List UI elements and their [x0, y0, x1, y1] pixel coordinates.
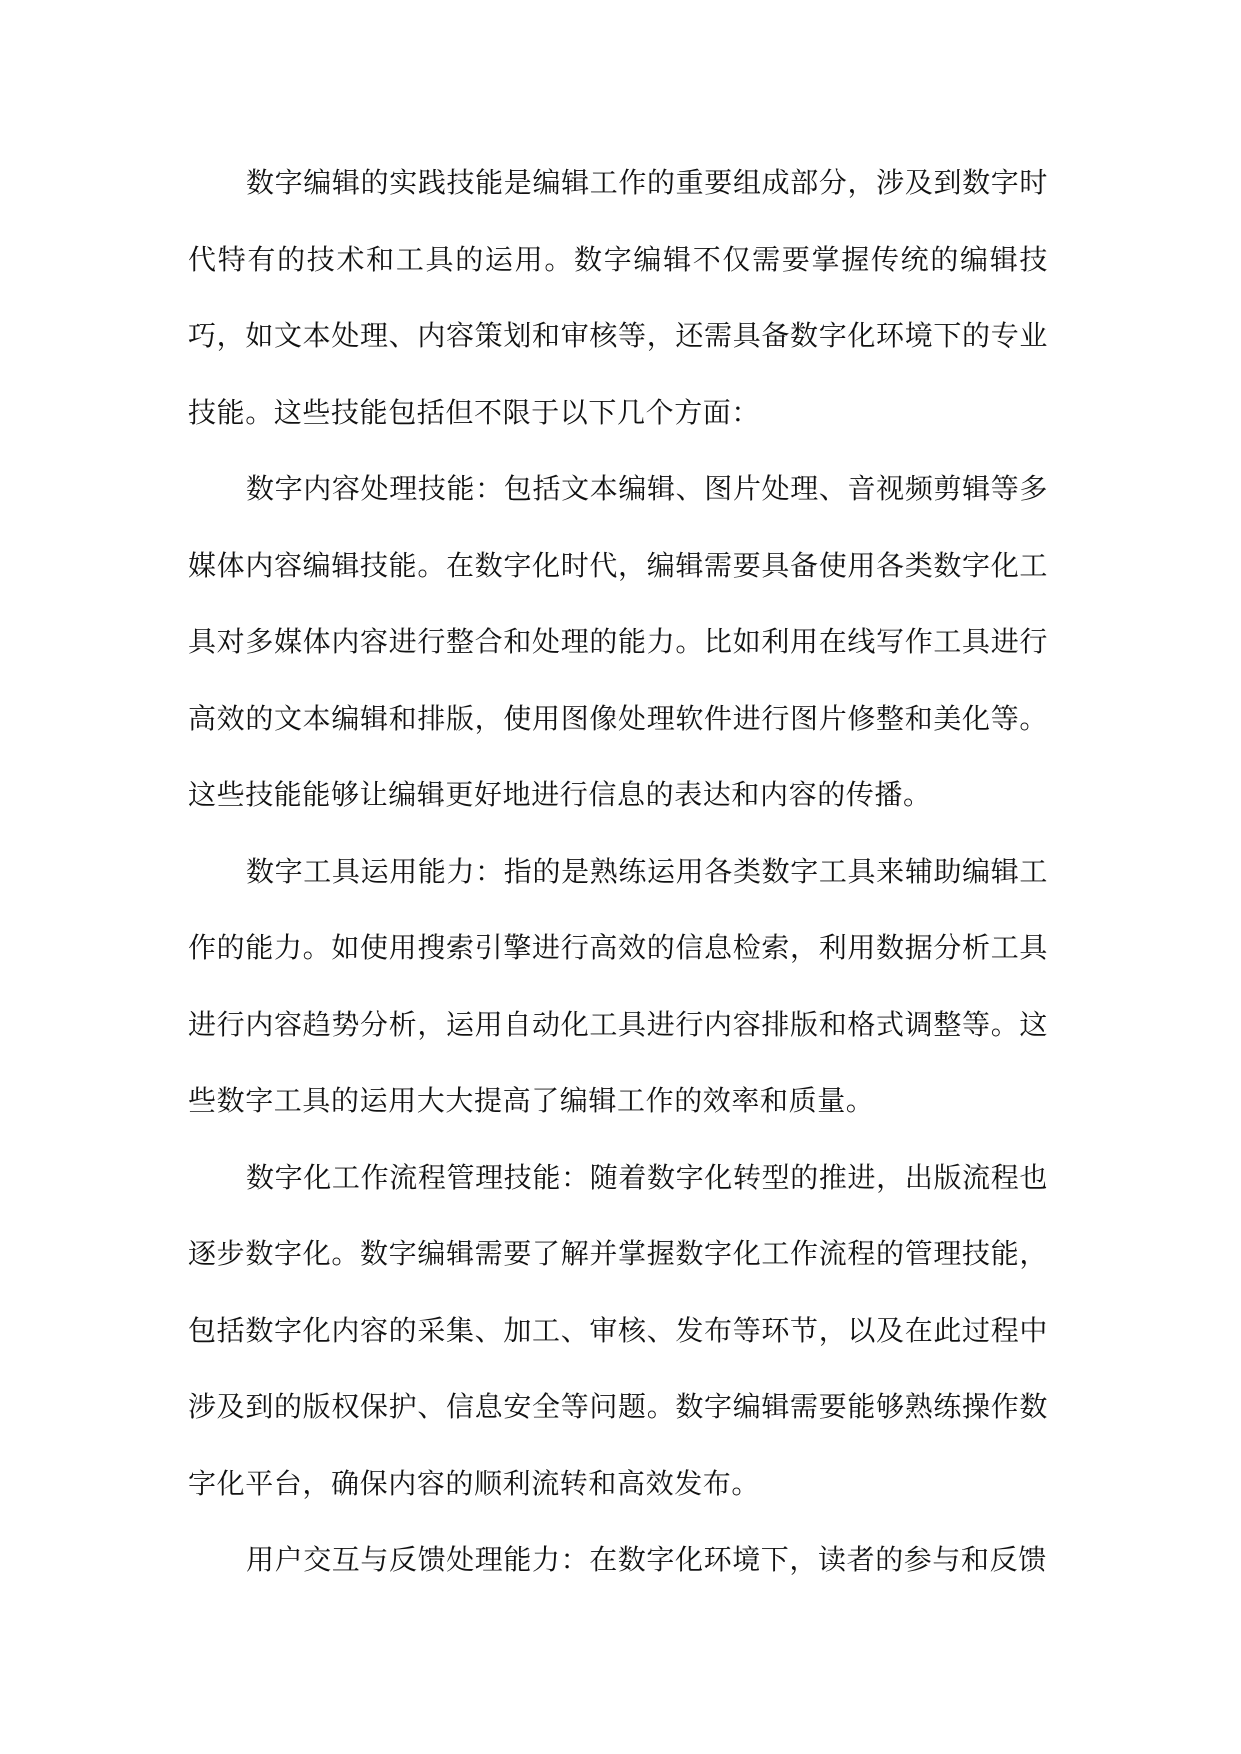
paragraph-workflow-management: 数字化工作流程管理技能：随着数字化转型的推进，出版流程也逐步数字化。数字编辑需要了解并掌握数字化工作流程的管理技能，包括数字化内容的采集、加工、审核、发布等环节，以及在此过程中涉及到的版权保护、信息安全等问题。数字编辑需要能够熟练操作数字化平台，确保内容的顺利流转和高效发布。: [188, 1160, 1048, 1500]
paragraph-content-processing: 数字内容处理技能：包括文本编辑、图片处理、音视频剪辑等多媒体内容编辑技能。在数字化时代，编辑需要具备使用各类数字化工具对多媒体内容进行整合和处理的能力。比如利用在线写作工具进行高效的文本编辑和排版，使用图像处理软件进行图片修整和美化等。这些技能能够让编辑更好地进行信息的表达和内容的传播。: [188, 472, 1048, 811]
paragraph-user-interaction: 用户交互与反馈处理能力：在数字化环境下，读者的参与和反馈: [246, 1543, 1047, 1576]
document-body: [188, 145, 1048, 1599]
paragraph-intro: 数字编辑的实践技能是编辑工作的重要组成部分，涉及到数字时代特有的技术和工具的运用。数字编辑不仅需要掌握传统的编辑技巧，如文本处理、内容策划和审核等，还需具备数字化环境下的专业技能。这些技能包括但不限于以下几个方面：: [188, 166, 1048, 429]
paragraph-tool-usage: 数字工具运用能力：指的是熟练运用各类数字工具来辅助编辑工作的能力。如使用搜索引擎进行高效的信息检索，利用数据分析工具进行内容趋势分析，运用自动化工具进行内容排版和格式调整等。这些数字工具的运用大大提高了编辑工作的效率和质量。: [188, 854, 1048, 1117]
